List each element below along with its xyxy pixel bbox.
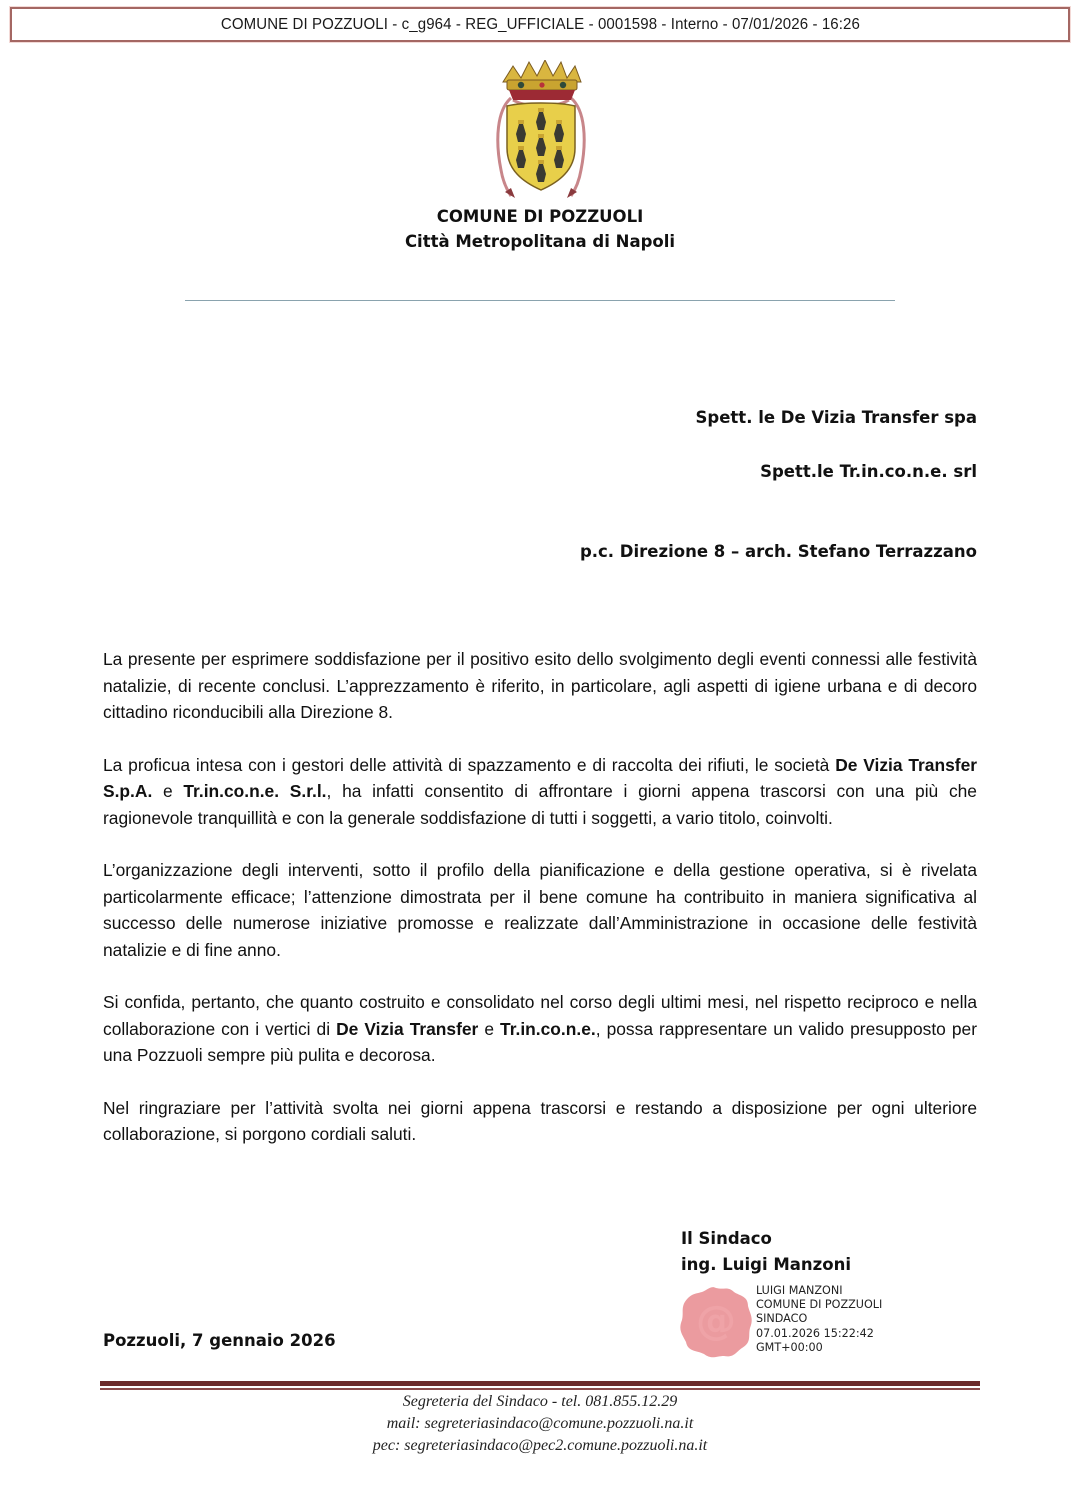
paragraph-2-text: La proficua intesa con i gestori delle attività di spazzamento e di raccolta dei rifiuti, le società	[103, 754, 836, 775]
paragraph-4-text: , possa rappresentare un valido presupposto per una Pozzuoli sempre più pulita e decorosa.	[103, 1018, 977, 1065]
recipient-trincone: Spett.le Tr.in.co.n.e. srl	[760, 462, 977, 481]
paragraph-2-text: , ha infatti consentito di affrontare i giorni appena trascorsi con una più che ragionevole tranquillità e con la generale soddisfazione di tutti i soggetti, a vario titolo, coinvolti.	[103, 781, 977, 828]
signature-timestamp: 07.01.2026 15:22:42	[756, 1326, 874, 1340]
signature-block	[681, 1226, 851, 1278]
company-name-trincone: Tr.in.co.n.e.	[500, 1018, 596, 1039]
recipient-de-vizia: Spett. le De Vizia Transfer spa	[695, 408, 977, 427]
footer-pec: pec: segreteriasindaco@pec2.comune.pozzuoli.na.it	[372, 1437, 708, 1454]
protocol-stamp-text: COMUNE DI POZZUOLI - c_g964 - REG_UFFICIALE - 0001598 - Interno - 07/01/2026 - 16:26	[220, 15, 860, 33]
paragraph-4	[103, 989, 977, 1069]
signature-line: COMUNE DI POZZUOLI	[756, 1298, 883, 1312]
paragraph-4-text: Si confida, pertanto, che quanto costruito e consolidato nel corso degli ultimi mesi, nel rispetto reciproco e nella collaborazione con i vertici di	[103, 992, 977, 1039]
paragraph-2-text: e	[152, 781, 184, 801]
header-divider	[185, 300, 895, 301]
signatory-role: Il Sindaco	[681, 1229, 772, 1248]
company-name-trincone: Tr.in.co.n.e. S.r.l.	[183, 781, 327, 801]
paragraph-2	[103, 752, 977, 832]
signatory-name: ing. Luigi Manzoni	[681, 1255, 851, 1274]
letterhead	[0, 204, 1080, 254]
signature-line: LUIGI MANZONI	[756, 1284, 843, 1297]
footer-divider	[100, 1381, 980, 1390]
digital-signature-seal-icon	[678, 1286, 754, 1358]
paragraph-4-text: e	[478, 1018, 501, 1039]
signature-line: SINDACO	[756, 1312, 808, 1326]
paragraph-1: La presente per esprimere soddisfazione per il positivo esito dello svolgimento degli eventi connessi alle festività natalizie, di recente conclusi. L’apprezzamento è riferito, in particolare, agli aspetti di igiene urbana e di decoro cittadino riconducibili alla Direzione 8.	[103, 649, 977, 722]
svg-text:@: @	[696, 1298, 736, 1344]
paragraph-5: Nel ringraziare per l’attività svolta nei giorni appena trascorsi e restando a disposizione per ogni ulteriore collaborazione, si porgono cordiali saluti.	[103, 1097, 977, 1144]
footer-divider-thin	[100, 1388, 980, 1390]
footer-divider-thick	[100, 1381, 980, 1386]
footer-email: mail: segreteriasindaco@comune.pozzuoli.na.it	[386, 1415, 694, 1432]
footer-contacts	[0, 1391, 1080, 1457]
coat-of-arms-icon	[493, 60, 589, 200]
place-and-date: Pozzuoli, 7 gennaio 2026	[103, 1331, 336, 1350]
signature-timezone: GMT+00:00	[756, 1340, 823, 1354]
protocol-stamp	[10, 7, 1070, 42]
company-name-de-vizia: De Vizia Transfer	[336, 1018, 479, 1039]
footer-phone: Segreteria del Sindaco - tel. 081.855.12.29	[402, 1393, 678, 1410]
org-subtitle: Città Metropolitana di Napoli	[404, 232, 676, 251]
paragraph-3: L’organizzazione degli interventi, sotto il profilo della pianificazione e della gestione operativa, si è rivelata particolarmente efficace; l’attenzione dimostrata per il bene comune ha contribuito in maniera significativa al successo delle numerose iniziative promosse e realizzate dall’Amministrazione in occasione delle festività natalizie e di fine anno.	[103, 860, 977, 960]
letter-body	[103, 646, 977, 1174]
recipient-cc-direzione: p.c. Direzione 8 – arch. Stefano Terrazzano	[579, 542, 977, 561]
digital-signature-info	[756, 1284, 882, 1355]
org-name: COMUNE DI POZZUOLI	[436, 207, 644, 226]
company-name-de-vizia: De Vizia Transfer S.p.A.	[103, 754, 978, 801]
